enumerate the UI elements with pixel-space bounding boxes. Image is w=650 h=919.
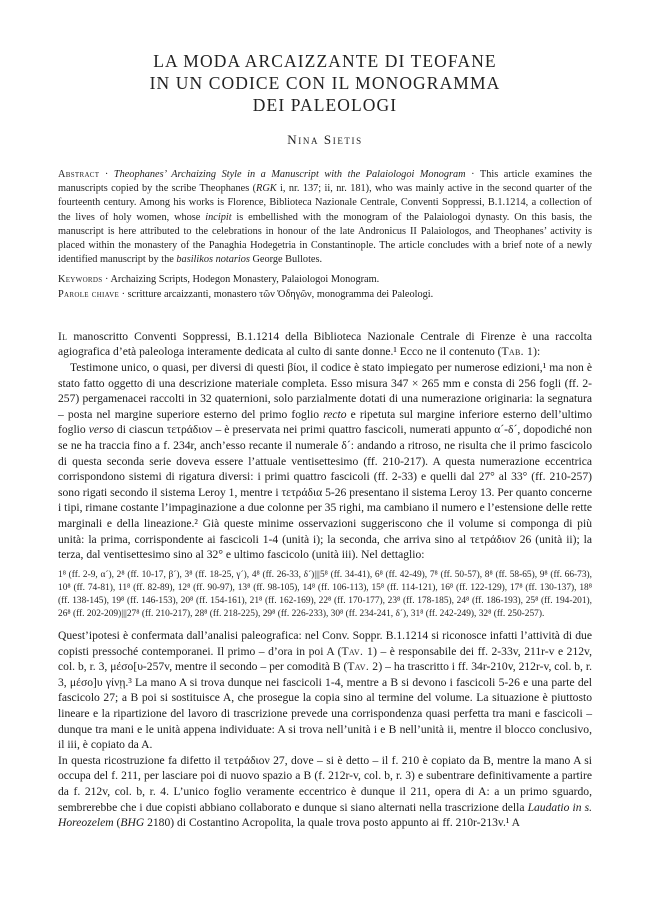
paragraph-4: In questa ricostruzione fa difetto il τετράδιον 27, dove – si è detto – il f. 210 è copiato da B, mentre la mano A si occupa del f. 211, per lasciare poi di nuovo spazio a B (f. 212r-v, col. b, r. 3) e subentrare definitivamente a partire da f. 212v, col. b, r. 4. L’unico foglio veramente eccentrico è dunque il 211, opera di A: a un primo sguardo, sembrerebbe che i due copisti abbiano collaborato e dunque si siano alternati nella trascrizione della Laudatio in s. Horeozelem (BHG 2180) di Costantino Acropolita, la quale trova posto appunto ai ff. 210r-213v.¹ A [58, 753, 592, 830]
author-name: Nina Sietis [287, 132, 363, 147]
paragraph-1: Il manoscritto Conventi Soppressi, B.1.1214 della Biblioteca Nazionale Centrale di Firenze è una raccolta agiografica d’età paleologa interamente dedicata al culto di sante donne.¹ Ecco ne il contenuto (Tab. 1): [58, 329, 592, 359]
article-title [58, 0, 592, 116]
title-line-1: LA MODA ARCAIZZANTE DI TEOFANE [153, 51, 497, 71]
title-line-2: IN UN CODICE CON IL MONOGRAMMA [149, 73, 501, 93]
keywords-block [58, 273, 592, 301]
keywords-en: Keywords · Archaizing Scripts, Hodegon Monastery, Palaiologoi Monogram. [58, 274, 380, 286]
plate-ref-1: Tav. 1 [341, 644, 374, 658]
article-body [58, 329, 592, 831]
keywords-it: Parole chiave · scritture arcaizzanti, monastero τῶν Ὁδηγῶν, monogramma dei Paleologi. [58, 288, 434, 300]
title-line-3: DEI PALEOLOGI [252, 95, 398, 115]
paragraph-2: Testimone unico, o quasi, per diversi di questi βίοι, il codice è stato impiegato per numerose edizioni,¹ ma non è stato fatto oggetto di una descrizione materiale completa. Esso misura 347 × 265 mm e consta di 256 fogli (ff. 2-257) pergamenacei raccolti in 32 quaternioni, solo parzialmente dotati di una numerazione originaria: la segnatura – posta nel margine superiore esterno del primo foglio recto e ripetuta sul margine inferiore esterno dell’ultimo foglio verso di ciascun τετράδιον – è preservata nei primi quattro fascicoli, numerati appunto α´-δ´, dopodiché non se ne ha traccia fino a f. 234r, anch’esso recante il numerale δ´: andando a ritroso, ne risulta che il primo fascicolo di questa seconda serie doveva essere l’attuale ventisettesimo (ff. 210-217). A questa numerazione eccentrica corrispondono sistemi di rigatura diversi: i primi quattro fascicoli (ff. 2-33) e quelli dal 27° al 33° (ff. 210-257) sono rigati secondo il sistema Leroy 1, mentre i τετράδια 5-26 presentano il sistema Leroy 13. Per quanto concerne i tipi, rimane costante l’impaginazione a due colonne per 35 righi, ma cambiano il numero e l’estensione delle rette marginali e della lineazione.² Già queste minime osservazioni suggeriscono che il volume si componga di più unità: la prima, corrispondente ai fascicoli 1-4 (unità i); la seconda, che arriva sino al τετράδιον 26 (unità ii); la terza, dal ventisettesimo sino al 32° e ultimo fascicolo (unità iii). Nel dettaglio: [58, 361, 592, 562]
paragraph-3: Quest’ipotesi è confermata dall’analisi paleografica: nel Conv. Soppr. B.1.1214 si riconosce infatti l’attività di due copisti pressoché contemporanei. Il primo – d’ora in poi A (Tav. 1) – è responsabile dei ff. 2-33v, 211r-v e 212v, col. b, r. 3, μέσο[υ-257v, mentre il secondo – per comodità B (Tav. 2) – ha trascritto i ff. 34r-210v, 212r-v, col. b, r. 3, μέσο]υ γίνῃ.³ La mano A si trova dunque nei fascicoli 1-4, mentre a B si devono i fascicoli 5-26 e una parte del fascicolo 27; a B poi si sostituisce A, che prosegue la copia sino al termine del volume. La situazione è piuttosto lineare e la ripartizione del lavoro di trascrizione prevede una corrispondenza quasi perfetta tra mani e fascicoli – dunque tra mani e le unità appena individuate: A si trova nell’unità i e B nell’unità ii, mentre il blocco conclusivo, il iii, è copiato da A. [58, 629, 592, 752]
table-ref: Tab. 1 [501, 345, 534, 359]
abstract-title: Theophanes’ Archaizing Style in a Manuscript with the Palaiologoi Monogram [113, 169, 466, 180]
abstract-label: Abstract [58, 169, 100, 180]
plate-ref-2: Tav. 2 [347, 660, 379, 674]
abstract: Abstract · Theophanes’ Archaizing Style in a Manuscript with the Palaiologoi Monogram · This article examines the manuscripts copied by the scribe Theophanes (RGK i, nr. 137; ii, nr. 181), who was mainly active in the second quarter of the fourteenth century. Among his works is Florence, Biblioteca Nazionale Centrale, Conventi Soppressi, B.1.1214, a collection of the lives of holy women, whose incipit is embellished with the monogram of the Palaiologoi dynasty. On this basis, the manuscript is here attributed to the celebrations in honour of the late Andronicus II Palaiologos, and Theophanes’ activity is placed within the monastery of the Panaghia Hodegetria in Constantinople. The article concludes with a brief note of a newly identified manuscript by the basilikos notarios George Bullotes. [58, 169, 593, 266]
quire-formula: 1⁸ (ff. 2-9, α´), 2⁸ (ff. 10-17, β´), 3⁸ (ff. 18-25, γ´), 4⁸ (ff. 26-33, δ´)|||5⁸ (ff. 34-41), 6⁸ (ff. 42-49), 7⁸ (ff. 50-57), 8⁸ (ff. 58-65), 9⁸ (ff. 66-73), 10⁸ (ff. 74-81), 11⁸ (ff. 82-89), 12⁸ (ff. 90-97), 13⁸ (ff. 98-105), 14⁸ (ff. 106-113), 15⁸ (ff. 114-121), 16⁸ (ff. 122-129), 17⁸ (ff. 130-137), 18⁸ (ff. 138-145), 19⁸ (ff. 146-153), 20⁸ (ff. 154-161), 21⁸ (ff. 162-169), 22⁸ (ff. 170-177), 23⁸ (ff. 178-185), 24⁸ (ff. 186-193), 25⁸ (ff. 194-201), 26⁸ (ff. 202-209)|||27⁸ (ff. 210-217), 28⁸ (ff. 218-225), 29⁸ (ff. 226-233), 30⁸ (ff. 234-241, δ´), 31⁸ (ff. 242-249), 32⁸ (ff. 250-257). [58, 569, 592, 620]
